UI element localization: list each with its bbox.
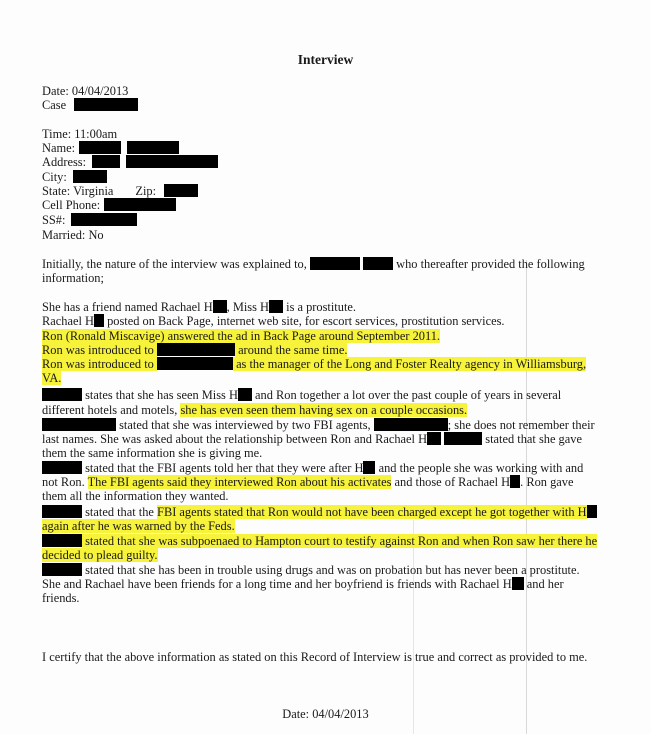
highlighted-text: VA. <box>42 371 62 385</box>
body-line <box>42 461 583 475</box>
highlighted-text: as the manager of the Long and Foster Realty agency in Williamsburg, <box>236 357 587 371</box>
highlighted-text: stated that she was subpoenaed to Hampton court to testify against Ron and when Ron saw her there he <box>85 534 598 548</box>
intro-line: information; <box>42 271 104 285</box>
highlighted-text: again after he was warned by the Feds. <box>42 519 235 533</box>
redaction-block <box>42 505 82 518</box>
body-line <box>42 577 564 591</box>
body-text: , Miss H <box>226 300 270 314</box>
body-text: Rachael H <box>42 314 94 328</box>
redaction-block <box>42 418 116 431</box>
redaction-block <box>444 432 482 445</box>
body-line <box>42 563 580 577</box>
body-line <box>42 357 586 371</box>
highlighted-text: The FBI agents said they interviewed Ron about his activates <box>87 475 392 489</box>
highlighted-text: Ron was introduced to <box>42 343 154 357</box>
body-text: is a prostitute. <box>286 300 356 314</box>
redaction-block <box>104 198 176 211</box>
case-field <box>42 98 138 112</box>
redaction-block <box>310 257 360 270</box>
highlighted-text: around the same time. <box>238 343 348 357</box>
highlighted-text: Ron was introduced to <box>42 357 154 371</box>
redaction-block <box>127 141 179 154</box>
redaction-block <box>164 184 198 197</box>
redaction-block <box>126 155 218 168</box>
body-line <box>42 403 467 417</box>
state-label: State: Virginia <box>42 184 114 198</box>
redaction-block <box>269 300 283 313</box>
body-text: stated that she was interviewed by two FBI agents, <box>119 418 371 432</box>
document-title: Interview <box>297 52 354 67</box>
certification-statement: I certify that the above information as stated on this Record of Interview is true and correct as provided to me. <box>42 650 588 664</box>
redaction-block <box>374 418 448 431</box>
redaction-block <box>587 505 597 518</box>
body-text: stated that she gave <box>485 432 582 446</box>
cell-phone-field <box>42 198 176 212</box>
name-field <box>42 141 179 155</box>
redaction-block <box>79 141 121 154</box>
redaction-block <box>512 577 524 590</box>
redaction-block <box>74 98 138 111</box>
state-field <box>42 184 198 198</box>
body-line <box>42 371 61 385</box>
body-line: friends. <box>42 591 80 605</box>
body-line <box>42 534 597 548</box>
fold-line <box>413 520 414 734</box>
redaction-block <box>213 300 227 313</box>
case-label: Case <box>42 98 67 112</box>
body-line <box>42 343 347 357</box>
redaction-block <box>94 314 104 327</box>
redaction-block <box>427 432 441 445</box>
redaction-block <box>42 388 82 401</box>
intro-text: who thereafter provided the following <box>396 257 585 271</box>
redaction-block <box>363 461 375 474</box>
highlighted-text: FBI agents stated that Ron would not have been charged except he got together with H <box>157 505 587 519</box>
zip-label: Zip: <box>135 184 157 198</box>
body-text: ; she does not remember their <box>447 418 595 432</box>
address-field <box>42 155 218 169</box>
body-line <box>42 329 440 343</box>
body-text: . Ron gave <box>520 475 574 489</box>
city-field <box>42 170 107 184</box>
body-text: and Ron together a lot over the past couple of years in several <box>255 388 562 402</box>
address-label: Address: <box>42 155 87 169</box>
redaction-block <box>42 563 82 576</box>
body-text: last names. She was asked about the relationship between Ron and Rachael H <box>42 432 428 446</box>
body-line <box>42 432 582 446</box>
body-text: and the people she was working with and <box>378 461 584 475</box>
body-line <box>42 314 505 328</box>
name-label: Name: <box>42 141 76 155</box>
city-label: City: <box>42 170 67 184</box>
body-text: and those of Rachael H <box>394 475 511 489</box>
body-line <box>42 300 356 314</box>
body-text: and her <box>526 577 564 591</box>
body-line <box>42 548 158 562</box>
highlighted-text: she has even seen them having sex on a couple occasions. <box>180 403 468 417</box>
body-line: them all the information they wanted. <box>42 489 229 503</box>
cell-phone-label: Cell Phone: <box>42 198 101 212</box>
body-line <box>42 475 573 489</box>
body-text: posted on Back Page, internet web site, for escort services, prostitution services. <box>107 314 505 328</box>
body-line: them the same information she is giving me. <box>42 446 263 460</box>
time-field: Time: 11:00am <box>42 127 118 141</box>
ssn-label: SS#: <box>42 213 66 227</box>
redaction-block <box>157 343 235 356</box>
intro-line <box>42 257 585 271</box>
body-text: states that she has seen Miss H <box>85 388 238 402</box>
body-text: stated that the FBI agents told her that they were after H <box>85 461 364 475</box>
body-text: different hotels and motels, <box>42 403 178 417</box>
redaction-block <box>42 461 82 474</box>
highlighted-text: decided to plead guilty. <box>42 548 158 562</box>
redaction-block <box>510 475 520 488</box>
highlighted-text: Ron (Ronald Miscavige) answered the ad in Back Page around September 2011. <box>42 329 441 343</box>
ssn-field <box>42 213 137 227</box>
body-text: She has a friend named Rachael H <box>42 300 213 314</box>
redaction-block <box>42 534 82 547</box>
redaction-block <box>92 155 120 168</box>
body-line <box>42 418 595 432</box>
date-field: Date: 04/04/2013 <box>42 84 129 98</box>
redaction-block <box>73 170 107 183</box>
body-text: stated that the <box>85 505 154 519</box>
redaction-block <box>238 388 252 401</box>
redaction-block <box>363 257 393 270</box>
redaction-block <box>71 213 137 226</box>
body-line <box>42 505 597 519</box>
intro-text: Initially, the nature of the interview was explained to, <box>42 257 307 271</box>
footer-date: Date: 04/04/2013 <box>282 707 369 721</box>
body-line <box>42 519 235 533</box>
body-line <box>42 388 561 402</box>
married-field: Married: No <box>42 228 104 242</box>
body-text: not Ron. <box>42 475 85 489</box>
redaction-block <box>157 357 233 370</box>
body-text: stated that she has been in trouble using drugs and was on probation but has never been a prostitute. <box>85 563 580 577</box>
body-text: She and Rachael have been friends for a long time and her boyfriend is friends with Rachael H <box>42 577 512 591</box>
